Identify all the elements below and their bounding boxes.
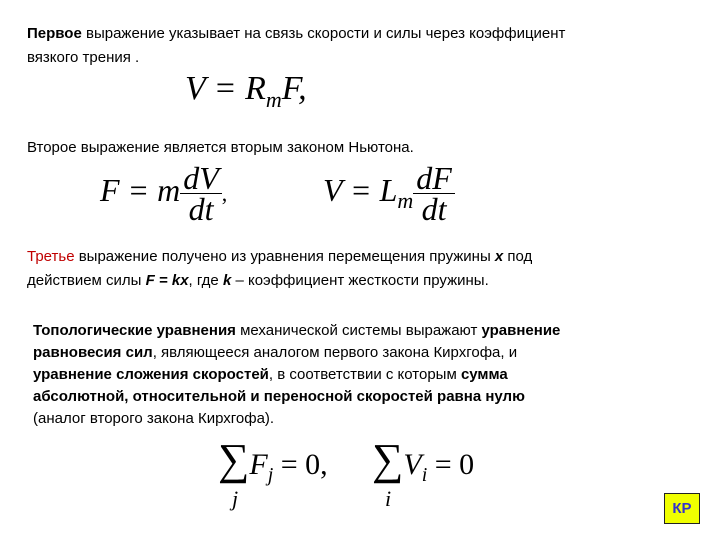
p3-text-3: действием силы: [27, 272, 146, 289]
eq3b-under-index: i: [385, 486, 392, 511]
p4-bold-1: Топологические уравнения: [33, 322, 236, 339]
eq2a-fraction: [180, 160, 222, 227]
eq2b-subscript: m: [397, 188, 414, 214]
p3-text-1: выражение получено из уравнения перемещения пружины: [74, 248, 495, 265]
equation-force-sum: [218, 434, 328, 487]
eq1-right: F,: [281, 70, 307, 107]
keyword-first: Первое: [27, 25, 82, 42]
p1-text-line2: вязкого трения .: [27, 49, 140, 66]
p4-bold-5: сумма: [460, 366, 508, 383]
paragraph-first-expression: [27, 22, 565, 70]
eq3a-var: F: [249, 448, 268, 481]
equation-newton-second-law: [100, 160, 228, 227]
p4-bold-6: абсолютной, относительной и переносной скоростей равна нулю: [33, 388, 525, 405]
p2-text: выражение является вторым законом Ньютона.: [76, 139, 414, 156]
equation-velocity-force: [185, 70, 307, 113]
p3-text-4: , где: [188, 272, 223, 289]
kr-nav-button[interactable]: КР: [664, 493, 700, 524]
keyword-third: Третье: [27, 248, 75, 265]
p4-bold-4: уравнение сложения скоростей: [33, 366, 269, 383]
eq2b-numerator: dF: [413, 163, 455, 194]
paragraph-second-expression: [27, 136, 414, 160]
eq2a-left: F = m: [100, 171, 181, 208]
equation-velocity-sum: [372, 434, 474, 487]
eq2b-fraction: [413, 160, 455, 227]
equation-velocity-inertance: [323, 160, 455, 227]
p3-var-x: x: [494, 248, 504, 265]
eq2a-numerator: dV: [180, 163, 222, 194]
eq3a-rest: = 0,: [273, 448, 328, 481]
p3-var-k: k: [222, 272, 232, 289]
p1-text: выражение указывает на связь скорости и силы через коэффициент: [81, 25, 566, 42]
p4-bold-2: уравнение: [481, 322, 561, 339]
p3-force-formula: F = kx: [145, 272, 189, 289]
eq3b-subscript: i: [421, 464, 428, 486]
p4-text-4: (аналог второго закона Кирхгофа).: [33, 410, 275, 427]
eq2a-comma: ,: [221, 180, 228, 206]
keyword-second: Второе: [27, 139, 77, 156]
eq2a-denominator: dt: [188, 191, 214, 227]
eq3a-under-index: j: [232, 486, 239, 511]
paragraph-third-expression: [27, 245, 532, 293]
eq2b-left: V = L: [323, 171, 398, 208]
eq3b-rest: = 0: [427, 448, 475, 481]
p4-bold-3: равновесия сил: [33, 344, 153, 361]
sigma-symbol-2: ∑: [372, 435, 404, 484]
p4-text-1: механической системы выражают: [235, 322, 482, 339]
eq1-left: V = R: [185, 70, 266, 107]
eq3a-subscript: j: [267, 464, 274, 486]
p4-text-2: , являющееся аналогом первого закона Кирхгофа, и: [152, 344, 518, 361]
eq3b-var: V: [403, 448, 422, 481]
paragraph-topological-equations: [33, 320, 560, 430]
p3-text-2: под: [503, 248, 533, 265]
eq2b-denominator: dt: [421, 191, 447, 227]
p3-text-5: – коэффициент жесткости пружины.: [231, 272, 489, 289]
p4-text-3: , в соответствии с которым: [268, 366, 461, 383]
eq1-subscript: m: [265, 86, 282, 112]
sigma-symbol-1: ∑: [218, 435, 250, 484]
